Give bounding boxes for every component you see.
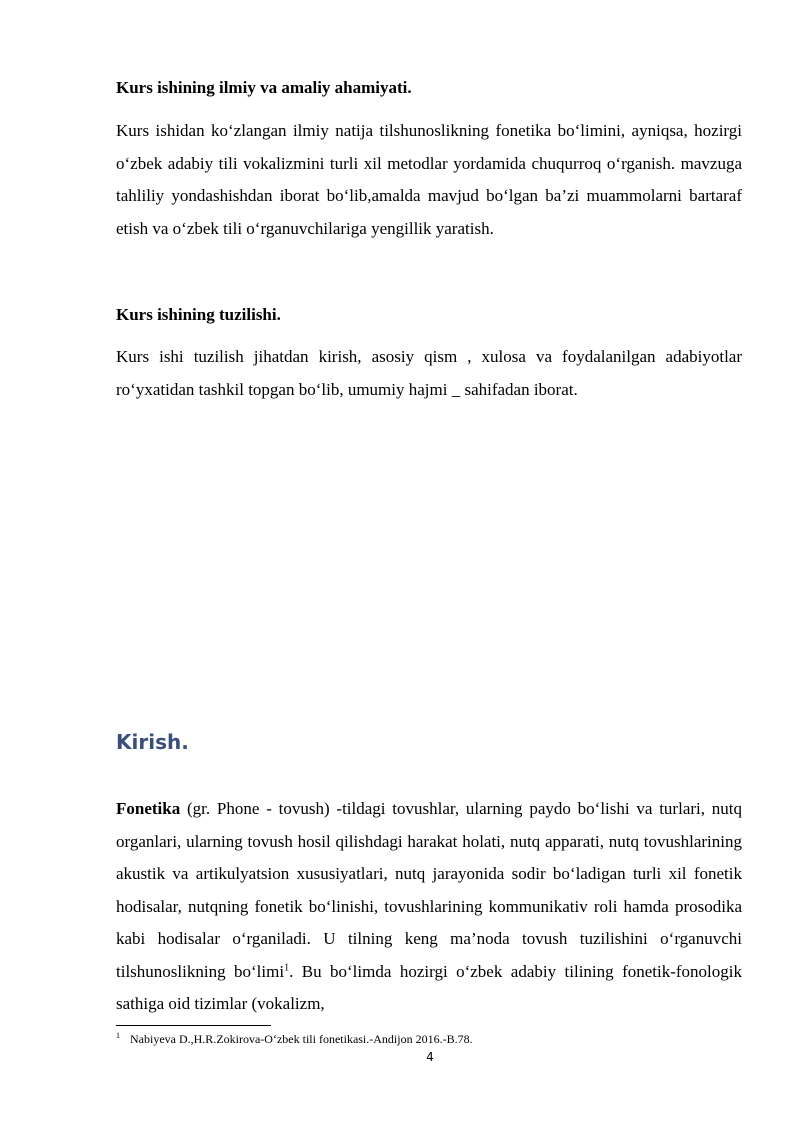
- footnote-reference[interactable]: 1: [284, 961, 290, 973]
- section-heading-structure: Kurs ishining tuzilishi.: [116, 305, 281, 324]
- paragraph-fonetika: [116, 793, 742, 1021]
- paragraph-structure: [116, 341, 742, 406]
- paragraph-significance: [116, 115, 742, 245]
- page-number: 4: [426, 1050, 434, 1064]
- paragraph-structure-text: Kurs ishi tuzilish jihatdan kirish, asosiy qism , xulosa va foydalanilgan adabiyotlar ro‘yxatidan tashkil topgan bo‘lib, umumiy hajmi _ sahifadan iborat.: [116, 347, 742, 399]
- footnote-separator: [116, 1025, 271, 1026]
- kirish-heading: Kirish.: [116, 730, 189, 754]
- footnote-text: Nabiyeva D.,H.R.Zokirova-O‘zbek tili fonetikasi.-Andijon 2016.-B.78.: [130, 1032, 473, 1046]
- paragraph-fonetika-text: [116, 793, 742, 1021]
- fonetika-body-part2: . Bu bo‘limda hozirgi o‘zbek adabiy tilining fonetik-fonologik sathiga oid tizimlar (vokalizm,: [116, 961, 742, 1013]
- section-heading-significance: Kurs ishining ilmiy va amaliy ahamiyati.: [116, 78, 412, 97]
- fonetika-body-part1: (gr. Phone - tovush) -tildagi tovushlar, ularning paydo bo‘lishi va turlari, nutq organlari, ularning tovush hosil qilishdagi harakat holati, nutq apparati, nutq tovushlarining akustik va artikulyatsion xususiyatlari, nutq jarayonida sodir bo‘ladigan turli xil fonetik hodisalar, nutqning fonetik bo‘linishi, tovushlarining kommunikativ roli hamda prosodika kabi hodisalar o‘rganiladi. U tilning keng ma’noda tovush tuzilishini o‘rganuvchi tilshunoslikning bo‘limi: [116, 799, 742, 981]
- fonetika-term: Fonetika: [116, 799, 181, 818]
- footnote: [116, 1031, 473, 1047]
- paragraph-significance-text: Kurs ishidan ko‘zlangan ilmiy natija tilshunoslikning fonetika bo‘limini, ayniqsa, hozirgi o‘zbek adabiy tili vokalizmini turli xil metodlar yordamida chuqurroq o‘rganish. mavzuga tahliliy yondashishdan iborat bo‘lib,amalda mavjud bo‘lgan ba’zi muammolarni bartaraf etish va o‘zbek tili o‘rganuvchilariga yengillik yaratish.: [116, 121, 742, 238]
- footnote-mark: 1: [116, 1031, 120, 1040]
